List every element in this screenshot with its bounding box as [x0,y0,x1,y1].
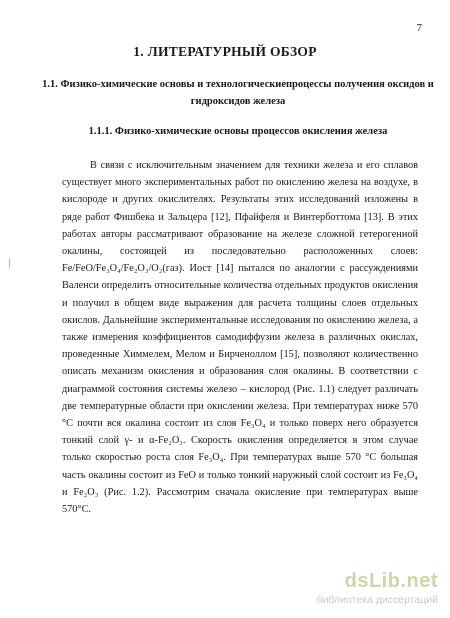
section-title: 1.1. Физико-химические основы и технологическиепроцессы получения оксидов и гидроксидов железа [42,79,434,107]
body-paragraph: В связи с исключительным значением для техники железа и его сплавов существует много экспериментальных работ по окислению железа на воздухе, в кислороде и других окислителях. Результаты этих исследований изложены в ряде работ Фишбека и Зальцера [12], Пфайфеля и Винтерботтома [13]. В этих работах авторы рассматривают образование на железе сложной гетерогенной окалины, состоящей из последовательно расположенных слоев: Fe/FeO/Fe₃O₄/Fe₂O₃/O₂(газ). Иост [14] пытался по аналогии с рассуждениями Валенси определить относительные количества отдельных продуктов окисления и получил в общем виде выражения для расчета толщины слоев отдельных окислов. Дальнейшие экспериментальные исследования по окислению железа, а также измерения коэффициентов самодиффузии железа в различных окислах, проведенные Химмелем, Мелом и Бирченоллом [15], позволяют количественно описать механизм окисления и образования слоя окалины. В соответствии с диаграммой состояния системы железо – кислород (Рис. 1.1) следует различать две температурные области при окислении железа. При температурах ниже 570 °С почти вся окалина состоит из слоя Fe₃O₄ и только поверх него образуется тонкий слой γ- и α-Fe₂O₃. Скорость окисления определяется в этом случае только скоростью роста слоя Fe₃O₄. При температурах выше 570 °С большая часть окалины состоит из FeO и только тонкий наружный слой состоит из Fe₃O₄ и Fe₂O₃ (Рис. 1.2). Рассмотрим сначала окисление при температурах выше 570°С. [62,160,418,516]
subsection-title: 1.1.1. Физико-химические основы процессов окисления железа [88,126,388,137]
margin-mark [9,258,10,268]
watermark-subtitle: библиотека диссертаций [316,594,438,606]
watermark-logo: dsLib.net [344,570,438,592]
chapter-title: 1. ЛИТЕРАТУРНЫЙ ОБЗОР [133,44,317,59]
body-text [62,157,418,518]
watermark [288,570,438,606]
page-number: 7 [416,22,422,34]
